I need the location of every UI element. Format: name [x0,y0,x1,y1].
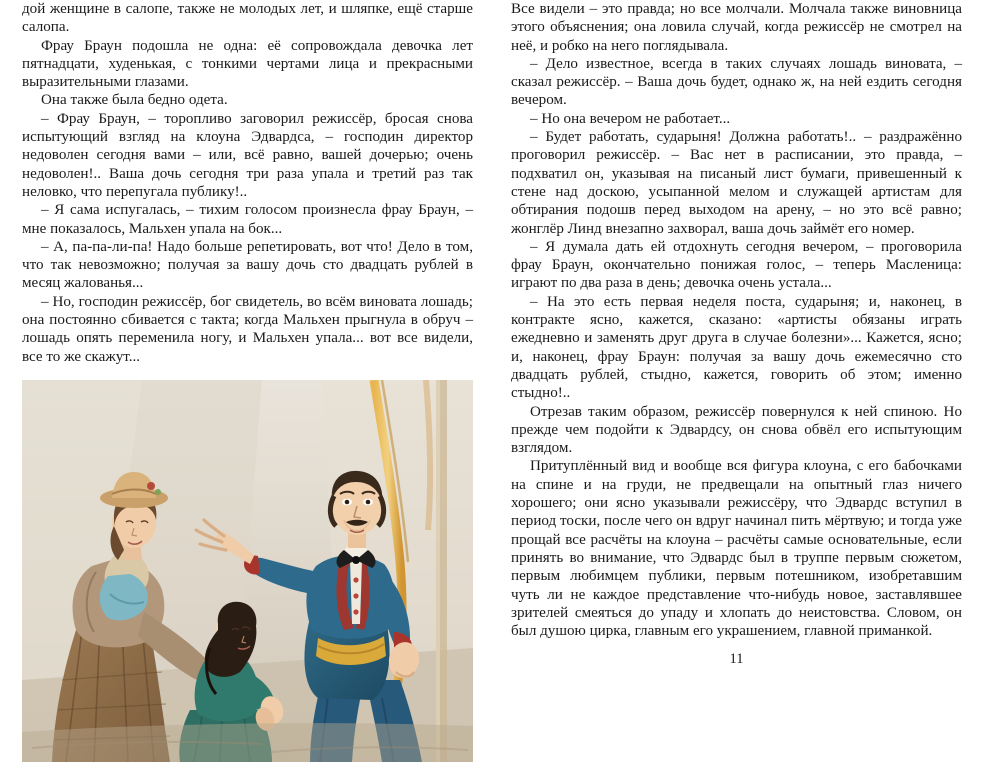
paragraph: Она также была бедно одета. [41,92,228,109]
paragraph: Отрезав таким образом, режиссёр повернулся к ней спиною. Но прежде чем подойти к Эдвардсу, он снова обвёл его испытующим взглядом. [511,403,962,457]
paragraph: – Я сама испугалась, – тихим голосом произнесла фрау Браун, – мне показалось, Мальхен упала на бок... [22,202,473,237]
page-number: 11 [729,651,744,667]
right-column-text [511,0,962,640]
illustration [22,380,473,762]
left-column [22,0,473,692]
paragraph: – Будет работать, сударыня! Должна работать!.. – раздражённо проговорил режиссёр. – Вас нет в расписании, это правда, – подхватил он, указывая на писаный лист бумаги, привешенный к стене над доскою, усыпанной мелом и служащей артистам для обтирания подошв перед выходом на арену, – но это всё равно; жонглёр Линд внезапно захворал, ваша дочь займёт его номер. [511,129,962,237]
paragraph: дой женщине в салопе, также не молодых лет, и шляпке, ещё старше салопа. [22,1,473,36]
paragraph: Притуплённый вид и вообще вся фигура клоуна, с его бабочками на спине и на груди, не предвещали на опытный глаз ничего хорошего; они ясно указывали режиссёру, что Эдвардс вступил в период тоски, после чего он вдруг начинал пить мёртвую; и тогда уже прощай все расчёты на клоуна – расчёты самые основательные, если принять во внимание, что Эдвардс был в труппе первым сюжетом, первым любимцем публики, первым потешником, изобретавшим чуть ли не каждое представление что-нибудь новое, заставлявшее зрителей смеяться до упаду и хлопать до неистовства. Словом, он был душою цирка, главным его украшением, главной приманкой. [511,458,962,640]
paragraph: – На это есть первая неделя поста, сударыня; и, наконец, в контракте ясно, кажется, сказано: «артисты обязаны играть ежедневно и заменять друг друга в случае болезни»... Кажется, ясно; и, наконец, фрау Браун: получая за вашу дочь ежемесячно сто двадцать рублей, стыдно, кажется, говорить об этом; именно стыдно!.. [511,293,962,402]
paragraph: – Но, господин режиссёр, бог свидетель, во всём виновата лошадь; она постоянно сбивается с такта; когда Мальхен прыгнула в обруч – лошадь опять переменила ногу, и Мальхен упала... вот все видели, все то же скажут... [22,293,473,365]
illustration-artwork [22,380,473,762]
right-column [511,0,962,692]
paragraph: – Фрау Браун, – торопливо заговорил режиссёр, бросая снова испытующий взгляд на клоуна Эдвардса, – господин директор недоволен сегодня вами – или, всё равно, вашей дочерью; очень недоволен!.. Ваша дочь сегодня три раза упала и третий раз так неловко, что перепугала публику!.. [22,110,473,200]
paragraph: – Дело известное, всегда в таких случаях лошадь виновата, – сказал режиссёр. – Ваша дочь будет, однако ж, на ней ездить сегодня вечером. [511,55,962,109]
paragraph: Фрау Браун подошла не одна: её сопровождала девочка лет пятнадцати, худенькая, с тонкими чертами лица и прекрасными выразительными глазами. [22,37,473,91]
paragraph: – А, па-па-ли-па! Надо больше репетировать, вот что! Дело в том, что так невозможно; получая за вашу дочь сто двадцать рублей в месяц жалованья... [22,238,473,292]
left-column-text [22,0,473,366]
paragraph: Все видели – это правда; но все молчали. Молчала также виновница этого объяснения; она ловила случай, когда режиссёр не смотрел на неё, и робко на него поглядывала. [511,1,962,54]
paragraph: – Но она вечером не работает... [530,110,731,127]
paragraph: – Я думала дать ей отдохнуть сегодня вечером, – проговорила фрау Браун, окончательно понижая голос, – теперь Масленица: играют по два раза в день; девочка очень устала... [511,238,962,292]
